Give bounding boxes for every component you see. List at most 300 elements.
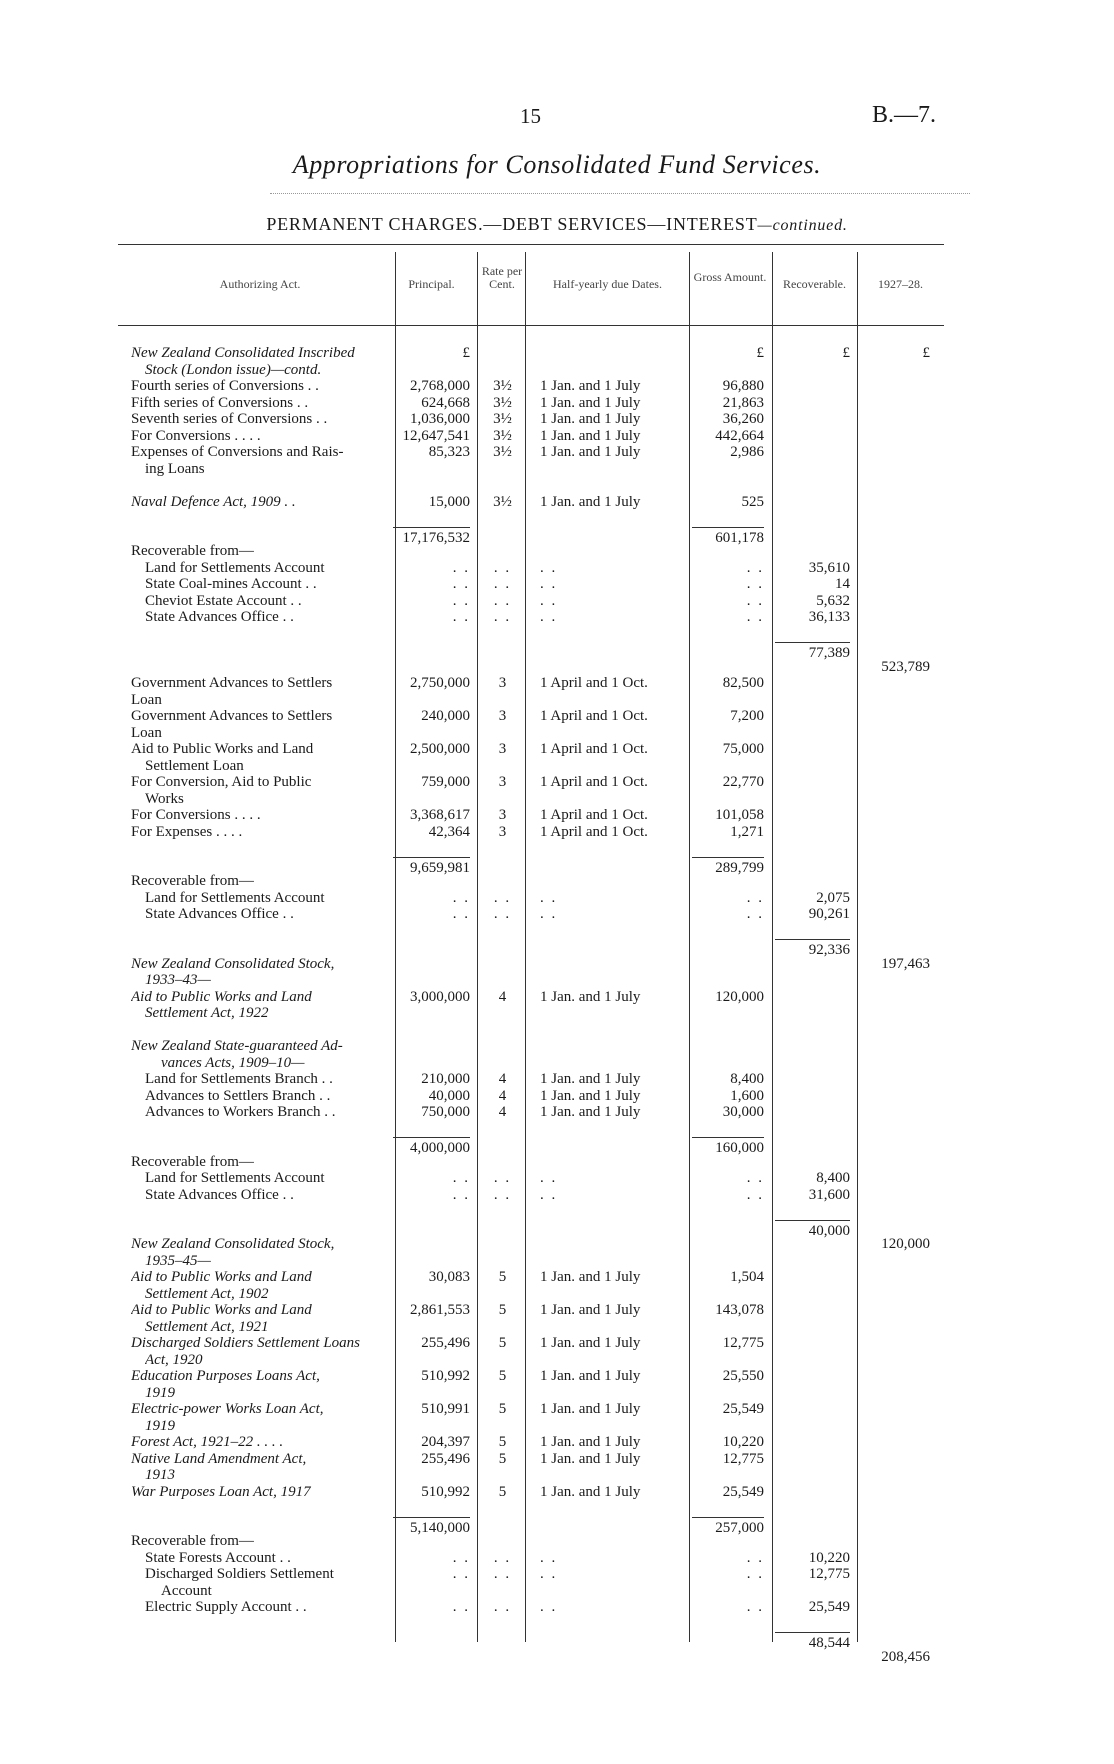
table-row: [0, 1484, 1114, 1501]
due-dates-cell: 1 Jan. and 1 July: [540, 1335, 641, 1351]
due-dates-cell: 1 Jan. and 1 July: [540, 1087, 641, 1104]
rate-cell: 5: [498, 1302, 507, 1318]
recoverable-cell: 10,220: [808, 1549, 850, 1566]
table-row: [0, 642, 1114, 659]
due-dates-cell: 1 April and 1 Oct.: [540, 708, 648, 724]
due-dates-cell: 1 Jan. and 1 July: [540, 1368, 641, 1384]
due-dates-cell: 1 April and 1 Oct.: [540, 823, 648, 840]
table-row: [0, 1170, 1114, 1187]
principal-cell: 42,364: [428, 823, 470, 840]
table-row: [0, 444, 1114, 461]
authorizing-act-cell: Settlement Act, 1921: [145, 1318, 269, 1335]
table-row: [0, 1434, 1114, 1451]
authorizing-act-cell: vances Acts, 1909–10—: [161, 1054, 305, 1071]
authorizing-act-cell: Native Land Amendment Act,: [131, 1450, 307, 1467]
due-dates-cell: 1 Jan. and 1 July: [540, 1401, 641, 1417]
gross-amount-cell: 257,000: [692, 1517, 764, 1537]
header-year: 1927–28.: [878, 277, 923, 291]
table-row: [0, 1154, 1114, 1171]
principal-cell: 17,176,532: [393, 527, 470, 547]
leader-dots: . .: [540, 609, 558, 625]
table-row: [0, 989, 1114, 1006]
table-row: [0, 345, 1114, 362]
table-row: [0, 1583, 1114, 1600]
authorizing-act-cell: Discharged Soldiers Settlement: [145, 1566, 334, 1582]
table-row: [0, 461, 1114, 478]
due-dates-cell: 1 Jan. and 1 July: [540, 427, 641, 444]
leader-dots: . .: [493, 1566, 512, 1582]
rate-cell: 4: [498, 1071, 507, 1087]
table-row: [0, 477, 1114, 494]
table-row: [0, 1517, 1114, 1534]
gross-amount-cell: 7,200: [730, 708, 764, 724]
gross-amount-cell: 525: [741, 493, 764, 510]
recoverable-cell: 25,549: [808, 1599, 850, 1615]
table-row: [0, 494, 1114, 511]
recoverable-cell: 77,389: [775, 642, 850, 662]
table-row: [0, 1022, 1114, 1039]
header-recoverable: Recoverable.: [783, 277, 846, 291]
table-row: [0, 395, 1114, 412]
due-dates-cell: 1 April and 1 Oct.: [540, 774, 648, 790]
leader-dots: . .: [452, 559, 470, 576]
gross-amount-cell: 1,504: [730, 1269, 764, 1285]
leader-dots: . .: [746, 1170, 764, 1186]
authorizing-act-cell: Seventh series of Conversions . .: [131, 411, 328, 427]
principal-cell: 9,659,981: [393, 857, 470, 877]
rate-cell: 3: [498, 807, 507, 823]
leader-dots: . .: [452, 609, 470, 625]
authorizing-act-cell: New Zealand Consolidated Inscribed: [131, 345, 355, 361]
rate-cell: 3½: [493, 493, 512, 510]
leader-dots: . .: [540, 889, 558, 906]
authorizing-act-cell: Fourth series of Conversions . .: [131, 378, 319, 394]
recoverable-cell: 35,610: [808, 559, 850, 576]
table-row: [0, 626, 1114, 643]
principal-cell: 85,323: [428, 444, 470, 460]
leader-dots: . .: [540, 1549, 558, 1566]
table-row: [0, 659, 1114, 676]
gross-amount-cell: 25,549: [722, 1483, 764, 1500]
table-row: [0, 1236, 1114, 1253]
header-rate: Rate per Cent.: [481, 264, 523, 291]
principal-cell: 240,000: [421, 708, 470, 724]
table-row: [0, 1467, 1114, 1484]
authorizing-act-cell: 1913: [145, 1467, 175, 1483]
authorizing-act-cell: Fifth series of Conversions . .: [131, 394, 309, 411]
table-row: [0, 1550, 1114, 1567]
authorizing-act-cell: State Advances Office . .: [145, 1186, 294, 1203]
rate-cell: 5: [498, 1368, 507, 1384]
principal-cell: 624,668: [421, 394, 470, 411]
table-row: [0, 560, 1114, 577]
header-gross-amount: Gross Amount.: [693, 270, 767, 284]
table-row: [0, 939, 1114, 956]
page-title: Appropriations for Consolidated Fund Services.: [292, 150, 822, 179]
authorizing-act-cell: Recoverable from—: [131, 1533, 254, 1549]
principal-cell: 255,496: [421, 1450, 470, 1467]
table-row: [0, 362, 1114, 379]
due-dates-cell: 1 Jan. and 1 July: [540, 1071, 641, 1087]
authorizing-act-cell: State Forests Account . .: [145, 1549, 291, 1566]
table-row: [0, 708, 1114, 725]
recoverable-cell: 92,336: [775, 939, 850, 959]
table-row: [0, 411, 1114, 428]
recoverable-cell: 48,544: [775, 1632, 850, 1652]
rate-cell: 5: [498, 1450, 507, 1467]
table-row: [0, 1038, 1114, 1055]
leader-dots: . .: [452, 576, 470, 592]
authorizing-act-cell: Land for Settlements Account: [145, 889, 325, 906]
principal-cell: 2,500,000: [410, 741, 470, 757]
table-row: [0, 378, 1114, 395]
rate-cell: 4: [498, 988, 507, 1005]
leader-dots: . .: [452, 1549, 470, 1566]
rate-cell: 3½: [493, 427, 512, 444]
rate-cell: 3½: [493, 411, 512, 427]
table-row: [0, 543, 1114, 560]
leader-dots: . .: [452, 889, 470, 906]
table-row: [0, 923, 1114, 940]
leader-dots: . .: [540, 576, 558, 592]
rate-cell: 5: [498, 1483, 507, 1500]
authorizing-act-cell: For Expenses . . . .: [131, 823, 243, 840]
table-row: [0, 593, 1114, 610]
table-row: [0, 1088, 1114, 1105]
authorizing-act-cell: Cheviot Estate Account . .: [145, 592, 302, 609]
table-row: [0, 1335, 1114, 1352]
gross-amount-cell: 22,770: [722, 774, 764, 790]
leader-dots: . .: [493, 576, 512, 592]
authorizing-act-cell: Government Advances to Settlers: [131, 708, 333, 724]
table-row: [0, 510, 1114, 527]
leader-dots: . .: [746, 1566, 764, 1582]
table-row: [0, 1286, 1114, 1303]
authorizing-act-cell: Recoverable from—: [131, 1153, 254, 1170]
gross-amount-cell: 1,271: [730, 823, 764, 840]
subtitle-continued: —continued.: [757, 217, 848, 234]
gross-amount-cell: 120,000: [715, 988, 764, 1005]
authorizing-act-cell: Electric-power Works Loan Act,: [131, 1401, 324, 1417]
gross-amount-cell: 10,220: [722, 1434, 764, 1450]
principal-cell: 2,861,553: [410, 1302, 470, 1318]
authorizing-act-cell: For Conversions . . . .: [131, 807, 261, 823]
gross-amount-cell: 75,000: [722, 741, 764, 757]
principal-cell: 204,397: [421, 1434, 470, 1450]
principal-cell: 12,647,541: [402, 427, 470, 444]
leader-dots: . .: [540, 906, 558, 922]
table-row: [0, 576, 1114, 593]
authorizing-act-cell: Recoverable from—: [131, 543, 254, 559]
principal-cell: 1,036,000: [410, 411, 470, 427]
table-row: [0, 741, 1114, 758]
leader-dots: . .: [452, 1186, 470, 1203]
leader-dots: . .: [493, 609, 512, 625]
leader-dots: . .: [540, 592, 558, 609]
authorizing-act-cell: New Zealand Consolidated Stock,: [131, 955, 335, 972]
table-row: [0, 692, 1114, 709]
gross-amount-cell: 143,078: [715, 1302, 764, 1318]
authorizing-act-cell: State Advances Office . .: [145, 609, 294, 625]
authorizing-act-cell: State Coal-mines Account . .: [145, 576, 317, 592]
table-row: [0, 1055, 1114, 1072]
authorizing-act-cell: New Zealand State-guaranteed Ad-: [131, 1038, 343, 1054]
rate-cell: 3: [498, 708, 507, 724]
due-dates-cell: 1 Jan. and 1 July: [540, 1450, 641, 1467]
leader-dots: . .: [540, 1186, 558, 1203]
rate-cell: 3½: [493, 394, 512, 411]
leader-dots: . .: [540, 559, 558, 576]
rate-cell: 4: [498, 1087, 507, 1104]
table-row: [0, 1401, 1114, 1418]
principal-cell: 510,992: [421, 1368, 470, 1384]
principal-cell: 2,768,000: [410, 378, 470, 394]
due-dates-cell: 1 Jan. and 1 July: [540, 394, 641, 411]
gross-amount-cell: 36,260: [722, 411, 764, 427]
rate-cell: 3½: [493, 444, 512, 460]
section-subtitle: [0, 214, 1114, 235]
recoverable-cell: 40,000: [775, 1220, 850, 1240]
rate-cell: 5: [498, 1269, 507, 1285]
principal-cell: 510,992: [421, 1483, 470, 1500]
recoverable-cell: 14: [835, 576, 850, 592]
authorizing-act-cell: Land for Settlements Account: [145, 559, 325, 576]
authorizing-act-cell: Aid to Public Works and Land: [131, 988, 312, 1005]
leader-dots: . .: [540, 1170, 558, 1186]
principal-cell: 210,000: [421, 1071, 470, 1087]
title-rule: [270, 193, 970, 194]
authorizing-act-cell: Account: [161, 1582, 212, 1599]
header-due-dates: Half-yearly due Dates.: [553, 277, 662, 291]
leader-dots: . .: [452, 906, 470, 922]
authorizing-act-cell: Loan: [131, 691, 162, 708]
due-dates-cell: 1 April and 1 Oct.: [540, 807, 648, 823]
authorizing-act-cell: State Advances Office . .: [145, 906, 294, 922]
table-row: [0, 1418, 1114, 1435]
authorizing-act-cell: 1919: [145, 1384, 175, 1401]
table-row: [0, 857, 1114, 874]
table-row: [0, 1005, 1114, 1022]
table-row: [0, 1352, 1114, 1369]
rate-cell: 3: [498, 675, 507, 691]
leader-dots: . .: [540, 1599, 558, 1615]
authorizing-act-cell: Government Advances to Settlers: [131, 675, 333, 691]
table-row: [0, 807, 1114, 824]
leader-dots: . .: [746, 1599, 764, 1615]
authorizing-act-cell: Land for Settlements Branch . .: [145, 1071, 333, 1087]
due-dates-cell: 1 Jan. and 1 July: [540, 411, 641, 427]
table-row: [0, 1253, 1114, 1270]
appropriations-table: [0, 345, 1114, 1665]
due-dates-cell: 1 Jan. and 1 July: [540, 1302, 641, 1318]
leader-dots: . .: [493, 889, 512, 906]
authorizing-act-cell: 1933–43—: [145, 972, 211, 988]
leader-dots: . .: [493, 559, 512, 576]
gross-amount-cell: 1,600: [730, 1087, 764, 1104]
table-row: [0, 906, 1114, 923]
authorizing-act-cell: Advances to Workers Branch . .: [145, 1104, 336, 1120]
gross-amount-cell: 2,986: [730, 444, 764, 460]
table-row: [0, 1385, 1114, 1402]
principal-cell: 4,000,000: [393, 1137, 470, 1157]
leader-dots: . .: [452, 1599, 470, 1615]
authorizing-act-cell: Advances to Settlers Branch . .: [145, 1087, 331, 1104]
authorizing-act-cell: Stock (London issue)—contd.: [145, 361, 322, 378]
gross-amount-cell: 25,549: [722, 1401, 764, 1417]
due-dates-cell: 1 April and 1 Oct.: [540, 741, 648, 757]
principal-cell: 3,368,617: [410, 807, 470, 823]
table-row: [0, 890, 1114, 907]
rate-cell: 3½: [493, 378, 512, 394]
authorizing-act-cell: Aid to Public Works and Land: [131, 1302, 312, 1318]
authorizing-act-cell: Recoverable from—: [131, 873, 254, 889]
leader-dots: . .: [493, 1599, 512, 1615]
principal-cell: 30,083: [428, 1269, 470, 1285]
leader-dots: . .: [493, 1170, 512, 1186]
year-total-cell: 208,456: [881, 1648, 930, 1665]
table-row: [0, 1616, 1114, 1633]
gross-amount-cell: 601,178: [692, 527, 764, 547]
leader-dots: . .: [493, 1186, 512, 1203]
authorizing-act-cell: Discharged Soldiers Settlement Loans: [131, 1335, 361, 1351]
leader-dots: . .: [540, 1566, 558, 1582]
table-row: [0, 1632, 1114, 1649]
table-row: [0, 1599, 1114, 1616]
table-row: [0, 1302, 1114, 1319]
year-total-cell: 523,789: [881, 658, 930, 675]
due-dates-cell: 1 Jan. and 1 July: [540, 444, 641, 460]
subtitle-main: PERMANENT CHARGES.—DEBT SERVICES—INTEREST: [266, 214, 758, 234]
table-row: [0, 1203, 1114, 1220]
table-row: [0, 1187, 1114, 1204]
authorizing-act-cell: ing Loans: [145, 460, 205, 477]
leader-dots: . .: [452, 1170, 470, 1186]
principal-cell: £: [462, 345, 470, 361]
table-row: [0, 1533, 1114, 1550]
due-dates-cell: 1 April and 1 Oct.: [540, 675, 648, 691]
table-row: [0, 1649, 1114, 1666]
table-row: [0, 1269, 1114, 1286]
gross-amount-cell: £: [756, 345, 764, 361]
due-dates-cell: 1 Jan. and 1 July: [540, 1483, 641, 1500]
principal-cell: 255,496: [421, 1335, 470, 1351]
year-total-cell: 120,000: [881, 1236, 930, 1252]
leader-dots: . .: [746, 559, 764, 576]
leader-dots: . .: [746, 576, 764, 592]
table-row: [0, 824, 1114, 841]
gross-amount-cell: 96,880: [722, 378, 764, 394]
authorizing-act-cell: Forest Act, 1921–22 . . . .: [131, 1434, 284, 1450]
gross-amount-cell: 30,000: [722, 1104, 764, 1120]
table-row: [0, 675, 1114, 692]
authorizing-act-cell: Loan: [131, 724, 162, 741]
authorizing-act-cell: Settlement Act, 1922: [145, 1005, 269, 1021]
authorizing-act-cell: War Purposes Loan Act, 1917: [131, 1483, 311, 1500]
table-row: [0, 1566, 1114, 1583]
table-row: [0, 1104, 1114, 1121]
leader-dots: . .: [493, 906, 512, 922]
authorizing-act-cell: Naval Defence Act, 1909 . .: [131, 493, 296, 510]
recoverable-cell: 5,632: [816, 592, 850, 609]
authorizing-act-cell: Works: [145, 790, 184, 807]
gross-amount-cell: 8,400: [730, 1071, 764, 1087]
authorizing-act-cell: 1919: [145, 1417, 175, 1434]
authorizing-act-cell: Education Purposes Loans Act,: [131, 1368, 320, 1384]
authorizing-act-cell: Land for Settlements Account: [145, 1170, 325, 1186]
rate-cell: 5: [498, 1434, 507, 1450]
table-row: [0, 1368, 1114, 1385]
gross-amount-cell: 160,000: [692, 1137, 764, 1157]
table-row: [0, 840, 1114, 857]
gross-amount-cell: 21,863: [722, 394, 764, 411]
leader-dots: . .: [493, 1549, 512, 1566]
table-row: [0, 1451, 1114, 1468]
table-row: [0, 1220, 1114, 1237]
principal-cell: 2,750,000: [410, 675, 470, 691]
leader-dots: . .: [746, 1186, 764, 1203]
gross-amount-cell: 289,799: [692, 857, 764, 877]
due-dates-cell: 1 Jan. and 1 July: [540, 1434, 641, 1450]
table-row: [0, 791, 1114, 808]
leader-dots: . .: [746, 592, 764, 609]
table-row: [0, 1071, 1114, 1088]
page-number: 15: [520, 104, 541, 128]
leader-dots: . .: [493, 592, 512, 609]
due-dates-cell: 1 Jan. and 1 July: [540, 1104, 641, 1120]
table-row: [0, 956, 1114, 973]
year-total-cell: 197,463: [881, 955, 930, 972]
table-row: [0, 1319, 1114, 1336]
principal-cell: 3,000,000: [410, 988, 470, 1005]
leader-dots: . .: [452, 592, 470, 609]
table-row: [0, 873, 1114, 890]
authorizing-act-cell: Aid to Public Works and Land: [131, 1269, 312, 1285]
leader-dots: . .: [746, 1549, 764, 1566]
gross-amount-cell: 442,664: [715, 427, 764, 444]
document-reference: B.—7.: [872, 102, 937, 128]
rate-cell: 3: [498, 823, 507, 840]
table-row: [0, 1121, 1114, 1138]
gross-amount-cell: 101,058: [715, 807, 764, 823]
principal-cell: 759,000: [421, 774, 470, 790]
authorizing-act-cell: For Conversions . . . .: [131, 427, 261, 444]
leader-dots: . .: [746, 889, 764, 906]
table-row: [0, 1137, 1114, 1154]
authorizing-act-cell: Expenses of Conversions and Rais-: [131, 444, 344, 460]
authorizing-act-cell: New Zealand Consolidated Stock,: [131, 1236, 335, 1252]
due-dates-cell: 1 Jan. and 1 July: [540, 988, 641, 1005]
leader-dots: . .: [452, 1566, 470, 1582]
rate-cell: 4: [498, 1104, 507, 1120]
rate-cell: 5: [498, 1335, 507, 1351]
header-authorizing-act: Authorizing Act.: [219, 277, 301, 291]
recoverable-cell: 12,775: [808, 1566, 850, 1582]
leader-dots: . .: [746, 906, 764, 922]
authorizing-act-cell: Aid to Public Works and Land: [131, 741, 314, 757]
gross-amount-cell: 12,775: [722, 1450, 764, 1467]
gross-amount-cell: 12,775: [722, 1335, 764, 1351]
principal-cell: 15,000: [428, 493, 470, 510]
year-total-cell: £: [922, 345, 930, 361]
due-dates-cell: 1 Jan. and 1 July: [540, 378, 641, 394]
table-row: [0, 774, 1114, 791]
table-row: [0, 1500, 1114, 1517]
gross-amount-cell: 25,550: [722, 1368, 764, 1384]
principal-cell: 510,991: [421, 1401, 470, 1417]
rate-cell: 5: [498, 1401, 507, 1417]
table-row: [0, 758, 1114, 775]
authorizing-act-cell: Electric Supply Account . .: [145, 1599, 307, 1615]
